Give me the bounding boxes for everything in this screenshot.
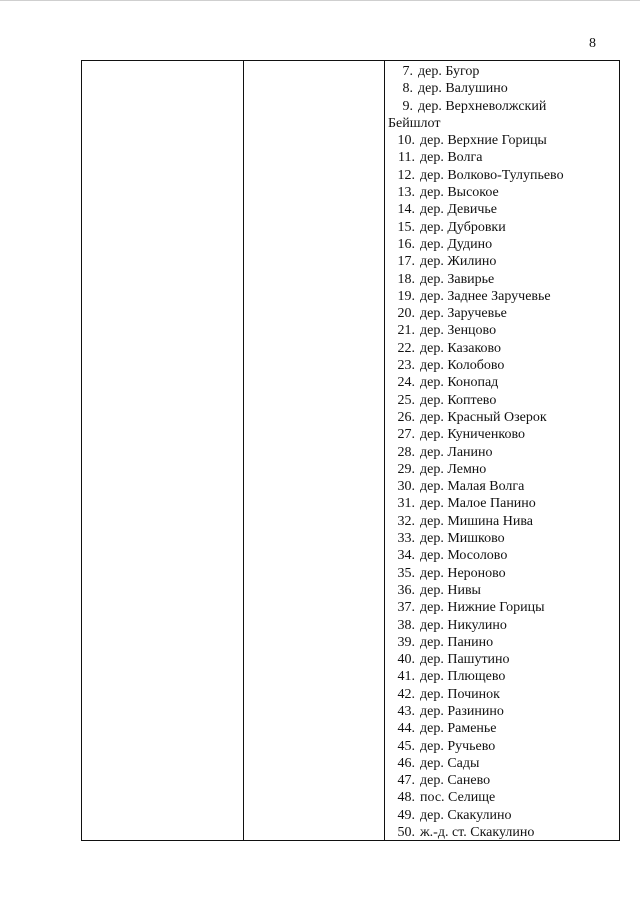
- list-item-text: дер. Малое Панино: [420, 496, 536, 512]
- list-item: [385, 582, 619, 599]
- list-item-number: 13.: [397, 185, 415, 201]
- list-item-text: дер. Никулино: [420, 617, 507, 633]
- list-item: [385, 374, 619, 391]
- list-item-number: 12.: [397, 167, 415, 183]
- list-item-continuation: Бейшлот: [388, 115, 441, 131]
- list-item-number: 33.: [397, 531, 415, 547]
- settlements-table: [81, 60, 620, 841]
- list-item: [385, 824, 619, 841]
- list-item-number: 28.: [397, 444, 415, 460]
- list-item-text: дер. Коптево: [420, 392, 497, 408]
- list-item: [385, 357, 619, 374]
- list-item-number: 20.: [397, 306, 415, 322]
- list-item: [385, 271, 619, 288]
- list-item-number: 31.: [397, 496, 415, 512]
- list-item-number: 39.: [397, 634, 415, 650]
- list-item-text: дер. Мишина Нива: [420, 513, 533, 529]
- list-item-text: дер. Валушино: [418, 81, 508, 97]
- list-item-text: дер. Лемно: [420, 461, 487, 477]
- list-item-number: 30.: [397, 479, 415, 495]
- list-item: [385, 184, 619, 201]
- list-item-text: дер. Скакулино: [420, 807, 512, 823]
- list-item-text: дер. Мишково: [420, 531, 505, 547]
- top-scan-edge: [0, 0, 640, 1]
- list-item: [385, 565, 619, 582]
- list-item: [385, 755, 619, 772]
- list-item-text: дер. Сады: [420, 755, 480, 771]
- list-item-number: 11.: [398, 150, 415, 166]
- list-item-text: ж.-д. ст. Скакулино: [420, 825, 535, 841]
- list-item-text: дер. Казаково: [420, 340, 502, 356]
- list-item: [385, 703, 619, 720]
- list-item-number: 43.: [397, 703, 415, 719]
- list-item-text: дер. Девичье: [420, 202, 498, 218]
- list-item-number: 15.: [397, 219, 415, 235]
- list-item: [385, 444, 619, 461]
- table-column-2-empty: [244, 61, 385, 840]
- list-item-number: 34.: [397, 548, 415, 564]
- list-item-text: дер. Нероново: [420, 565, 506, 581]
- list-item-text: дер. Заднее Заручевье: [420, 288, 551, 304]
- list-item-text: дер. Красный Озерок: [420, 409, 547, 425]
- list-item-text: дер. Починок: [420, 686, 500, 702]
- list-item: [385, 63, 619, 80]
- list-item-text: дер. Бугор: [418, 64, 480, 79]
- list-item-text: дер. Волково-Тулупьево: [420, 167, 564, 183]
- list-item: [385, 807, 619, 824]
- list-item-text: дер. Раменье: [420, 721, 497, 737]
- list-item-number: 47.: [397, 773, 415, 789]
- list-item-text: дер. Пашутино: [420, 652, 510, 668]
- list-item-number: 21.: [397, 323, 415, 339]
- list-item-text: дер. Санево: [420, 773, 491, 789]
- list-item: [385, 167, 619, 184]
- list-item-number: 8.: [402, 81, 413, 97]
- list-item-number: 26.: [397, 409, 415, 425]
- list-item: [385, 219, 619, 236]
- list-item: [385, 789, 619, 806]
- list-item: [385, 634, 619, 651]
- list-item-text: дер. Малая Волга: [420, 479, 525, 495]
- list-item: [385, 132, 619, 149]
- list-item-number: 7.: [402, 64, 413, 79]
- list-item: [385, 738, 619, 755]
- list-item-text: дер. Ручьево: [420, 738, 496, 754]
- list-item: [385, 340, 619, 357]
- list-item: [385, 530, 619, 547]
- list-item-text: дер. Колобово: [420, 358, 505, 374]
- list-item: [385, 668, 619, 685]
- list-item-text: дер. Верхневолжский: [418, 98, 547, 114]
- list-item-number: 48.: [397, 790, 415, 806]
- list-item-number: 23.: [397, 358, 415, 374]
- list-item: [385, 478, 619, 495]
- list-item-number: 36.: [397, 582, 415, 598]
- list-item-number: 40.: [397, 652, 415, 668]
- list-item-number: 19.: [397, 288, 415, 304]
- list-item-number: 16.: [397, 236, 415, 252]
- list-item-text: дер. Дубровки: [420, 219, 506, 235]
- list-item-text: дер. Конопад: [420, 375, 499, 391]
- list-item-text: дер. Ланино: [420, 444, 493, 460]
- list-item: [385, 288, 619, 305]
- list-item: [385, 426, 619, 443]
- list-item: [385, 547, 619, 564]
- list-item: [385, 305, 619, 322]
- settlements-list-column: [385, 61, 619, 840]
- list-item-number: 14.: [397, 202, 415, 218]
- list-item-number: 9.: [402, 98, 413, 114]
- list-item-text: дер. Высокое: [420, 185, 499, 201]
- list-item-text: дер. Завирье: [420, 271, 495, 287]
- list-item-text: дер. Куниченково: [420, 427, 525, 443]
- list-item-text: дер. Волга: [420, 150, 483, 166]
- list-item-text: пос. Селище: [420, 790, 496, 806]
- list-item: [385, 461, 619, 478]
- list-item-number: 42.: [397, 686, 415, 702]
- list-item-number: 24.: [397, 375, 415, 391]
- list-item-number: 49.: [397, 807, 415, 823]
- list-item-text: дер. Жилино: [420, 254, 497, 270]
- list-item-number: 44.: [397, 721, 415, 737]
- list-item-number: 50.: [397, 825, 415, 841]
- list-item: [385, 409, 619, 426]
- list-item-text: дер. Заручевье: [420, 306, 507, 322]
- list-item-number: 38.: [397, 617, 415, 633]
- list-item-number: 41.: [397, 669, 415, 685]
- list-item-text: дер. Верхние Горицы: [420, 133, 547, 149]
- list-item-number: 17.: [397, 254, 415, 270]
- list-item-number: 32.: [397, 513, 415, 529]
- list-item: [385, 80, 619, 97]
- list-item: [385, 513, 619, 530]
- list-item: [385, 392, 619, 409]
- list-item-number: 37.: [397, 600, 415, 616]
- list-item: [385, 599, 619, 616]
- list-item-number: 29.: [397, 461, 415, 477]
- list-item: [385, 201, 619, 218]
- list-item: [385, 720, 619, 737]
- list-item-text: дер. Мосолово: [420, 548, 508, 564]
- page-number: 8: [589, 36, 596, 51]
- list-item-text: дер. Дудино: [420, 236, 493, 252]
- list-item-number: 45.: [397, 738, 415, 754]
- list-item-number: 25.: [397, 392, 415, 408]
- list-item-text: дер. Плющево: [420, 669, 506, 685]
- list-item-text: дер. Нивы: [420, 582, 481, 598]
- list-item-text: дер. Панино: [420, 634, 494, 650]
- list-item: [385, 253, 619, 270]
- list-item: [385, 322, 619, 339]
- list-item-number: 46.: [397, 755, 415, 771]
- list-item: [385, 772, 619, 789]
- list-item-text: дер. Зенцово: [420, 323, 497, 339]
- list-item: [385, 686, 619, 703]
- list-item-number: 35.: [397, 565, 415, 581]
- list-item-number: 22.: [397, 340, 415, 356]
- list-item: [385, 651, 619, 668]
- list-item: [385, 236, 619, 253]
- list-item: [385, 617, 619, 634]
- list-item-number: 10.: [397, 133, 415, 149]
- list-item: [385, 495, 619, 512]
- list-item: [385, 149, 619, 166]
- table-column-1-empty: [82, 61, 244, 840]
- list-item-number: 18.: [397, 271, 415, 287]
- list-item-number: 27.: [397, 427, 415, 443]
- list-item-text: дер. Разинино: [420, 703, 504, 719]
- list-item-text: дер. Нижние Горицы: [420, 600, 545, 616]
- list-item: [385, 98, 619, 115]
